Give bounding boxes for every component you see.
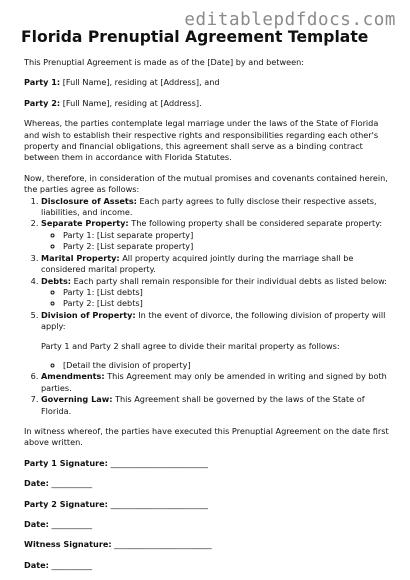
clause-governing-law bbox=[41, 394, 390, 417]
date-line-witness bbox=[24, 560, 390, 571]
document-body bbox=[24, 57, 390, 580]
clause-text: This Agreement shall be governed by the laws of the State of Florida. bbox=[41, 394, 365, 416]
signature-label: Witness Signature: bbox=[24, 539, 112, 550]
date-line-party-2 bbox=[24, 519, 390, 530]
signature-label: Party 1 Signature: bbox=[24, 457, 108, 468]
clause-label: Marital Property: bbox=[41, 252, 120, 263]
watermark: editablepdfdocs.com bbox=[184, 10, 396, 30]
separate-property-list bbox=[41, 230, 390, 253]
date-label: Date: bbox=[24, 519, 49, 529]
whereas-paragraph: Whereas, the parties contemplate legal marriage under the laws of the State of Florida and wish to establish their respective rights and responsibilities regarding each other's property and financial obligations, this agreement shall serve as a binding contract between them in accordance with Florida Statutes. bbox=[24, 118, 379, 163]
signature-label: Party 2 Signature: bbox=[24, 498, 108, 509]
clause-disclosure bbox=[41, 196, 390, 219]
list-item: ◦ Party 1: [List separate property] bbox=[63, 230, 390, 241]
clause-text: In the event of divorce, the following division of property will apply: bbox=[41, 309, 386, 332]
clause-label: Division of Property: bbox=[41, 309, 136, 320]
document-title: Florida Prenuptial Agreement Template bbox=[21, 28, 369, 46]
clause-text: Each party shall remain responsible for their individual debts as listed below: bbox=[71, 275, 388, 286]
division-paragraph: Party 1 and Party 2 shall agree to divide their marital property as follows: bbox=[41, 340, 340, 351]
debts-list bbox=[41, 287, 390, 310]
clause-separate-property bbox=[41, 218, 390, 252]
list-item: ◦ Party 1: [List debts] bbox=[63, 287, 390, 298]
clause-list bbox=[24, 196, 390, 417]
date-blank: __________ bbox=[48, 519, 93, 529]
party-2-text: [Full Name], residing at [Address]. bbox=[60, 97, 202, 108]
clause-label: Separate Property: bbox=[41, 218, 129, 229]
date-line-party-1 bbox=[24, 478, 390, 489]
division-list bbox=[41, 360, 390, 371]
clause-marital-property bbox=[41, 253, 390, 276]
clause-label: Governing Law: bbox=[41, 394, 113, 405]
signature-blank: ________________________ bbox=[107, 498, 208, 509]
party-2-line bbox=[24, 98, 390, 109]
witness-clause: In witness whereof, the parties have executed this Prenuptial Agreement on the date first above written. bbox=[24, 425, 389, 448]
clause-label: Disclosure of Assets: bbox=[41, 195, 137, 206]
clause-label: Debts: bbox=[41, 275, 72, 286]
clause-text: All property acquired jointly during the marriage shall be considered marital property. bbox=[41, 252, 354, 275]
party-1-line bbox=[24, 77, 390, 88]
signature-line-party-1 bbox=[24, 458, 390, 469]
party-1-text: [Full Name], residing at [Address], and bbox=[60, 77, 220, 88]
clause-text: The following property shall be considered separate property: bbox=[128, 218, 383, 229]
date-label: Date: bbox=[24, 559, 49, 570]
signature-line-party-2 bbox=[24, 499, 390, 510]
clause-text: This Agreement may only be amended in writing and signed by both parties. bbox=[41, 371, 387, 393]
now-therefore-paragraph: Now, therefore, in consideration of the mutual promises and covenants contained herein, the parties agree as follows: bbox=[24, 172, 388, 195]
signature-line-witness bbox=[24, 539, 390, 550]
signature-blank: ________________________ bbox=[111, 539, 212, 550]
clause-amendments bbox=[41, 371, 390, 394]
list-item: ◦ Party 2: [List debts] bbox=[63, 298, 390, 309]
list-item: ◦ Party 2: [List separate property] bbox=[63, 241, 390, 252]
list-item: ◦ [Detail the division of property] bbox=[63, 360, 390, 371]
date-blank: __________ bbox=[48, 559, 93, 570]
intro-paragraph: This Prenuptial Agreement is made as of the [Date] by and between: bbox=[24, 57, 304, 67]
date-blank: __________ bbox=[48, 478, 93, 489]
clause-text: Each party agrees to fully disclose their respective assets, liabilities, and income. bbox=[41, 195, 377, 218]
date-label: Date: bbox=[24, 478, 49, 489]
clause-label: Amendments: bbox=[41, 371, 105, 382]
party-1-label: Party 1: bbox=[24, 77, 61, 88]
party-2-label: Party 2: bbox=[24, 97, 61, 108]
signature-blank: ________________________ bbox=[107, 457, 208, 468]
clause-debts bbox=[41, 276, 390, 310]
clause-division-of-property bbox=[41, 310, 390, 372]
